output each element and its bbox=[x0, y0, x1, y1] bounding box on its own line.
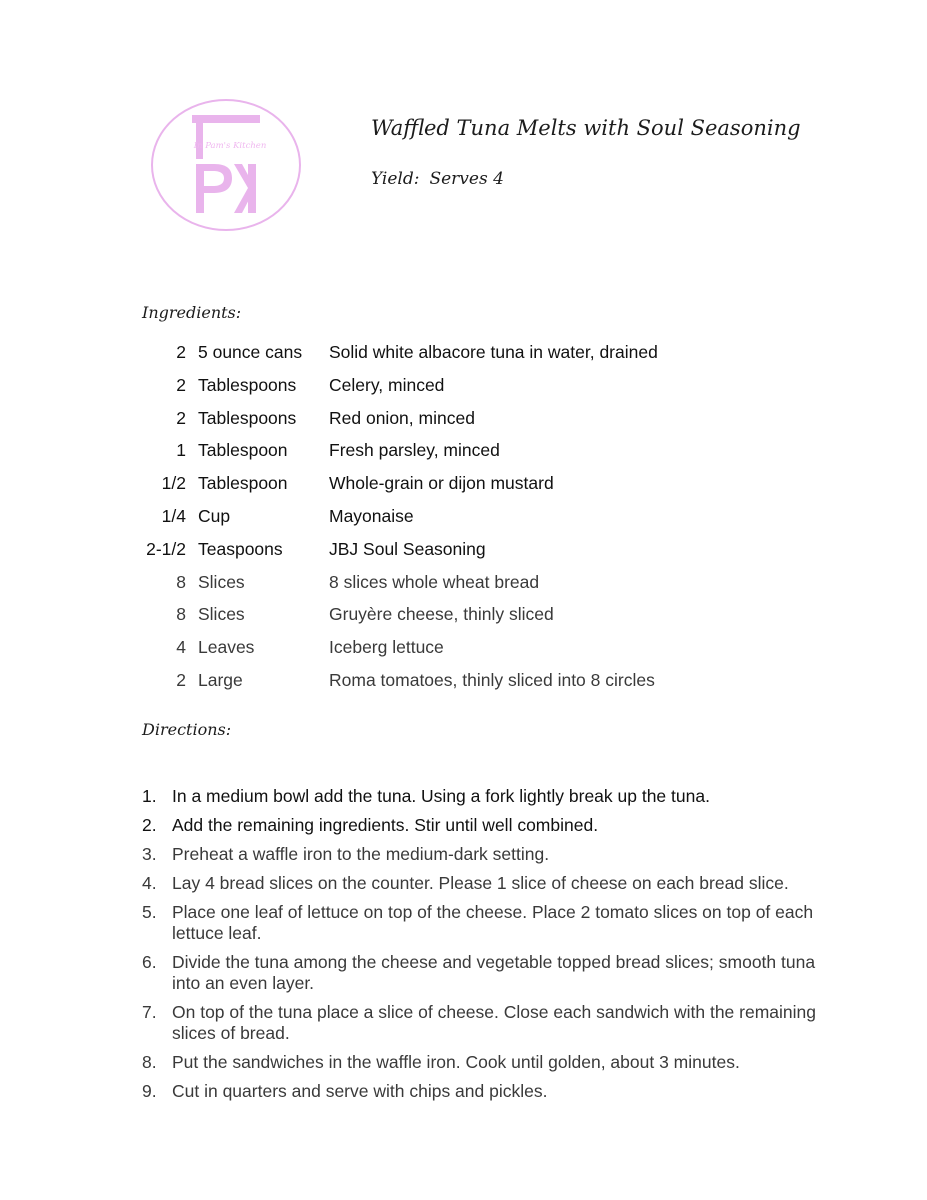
ingredient-quantity: 2 bbox=[176, 407, 186, 428]
ingredient-unit: Slices bbox=[198, 571, 245, 592]
step-text: Divide the tuna among the cheese and vegetable topped bread slices; smooth tuna into an even layer. bbox=[172, 952, 816, 993]
ingredient-row bbox=[0, 631, 927, 664]
step-text: Lay 4 bread slices on the counter. Please 1 slice of cheese on each bread slice. bbox=[172, 873, 789, 893]
ingredient-description: Fresh parsley, minced bbox=[329, 440, 500, 461]
ingredient-description: Solid white albacore tuna in water, drained bbox=[329, 342, 658, 362]
ingredients-heading: Ingredients: bbox=[142, 303, 242, 322]
ingredient-quantity: 8 bbox=[176, 604, 186, 625]
ingredient-quantity: 4 bbox=[176, 637, 186, 658]
step-text: Cut in quarters and serve with chips and pickles. bbox=[172, 1081, 548, 1101]
ingredient-row bbox=[0, 434, 927, 467]
ingredient-quantity: 2 bbox=[176, 374, 186, 395]
brand-logo bbox=[150, 98, 302, 232]
yield-value: Serves 4 bbox=[429, 169, 504, 189]
step-text: Place one leaf of lettuce on top of the cheese. Place 2 tomato slices on top of each lettuce leaf. bbox=[172, 902, 814, 943]
step-text: Preheat a waffle iron to the medium-dark setting. bbox=[172, 844, 550, 864]
ingredient-quantity: 1 bbox=[176, 440, 186, 461]
ingredient-quantity: 2-1/2 bbox=[146, 538, 186, 559]
step-text: Add the remaining ingredients. Stir until well combined. bbox=[172, 815, 599, 835]
ingredient-row bbox=[0, 566, 927, 599]
ingredient-description: Mayonaise bbox=[329, 505, 414, 526]
step-number: 9. bbox=[142, 1081, 157, 1101]
ingredient-row bbox=[0, 664, 927, 697]
ingredient-description: Gruyère cheese, thinly sliced bbox=[329, 604, 554, 625]
ingredient-description: JBJ Soul Seasoning bbox=[329, 538, 486, 559]
step-text: In a medium bowl add the tuna. Using a fork lightly break up the tuna. bbox=[172, 786, 710, 806]
svg-text:In Pam's Kitchen: In Pam's Kitchen bbox=[193, 141, 267, 151]
step-number: 2. bbox=[142, 815, 157, 835]
ingredient-quantity: 1/4 bbox=[161, 505, 186, 526]
ingredient-description: Celery, minced bbox=[329, 374, 445, 395]
step-number: 1. bbox=[142, 786, 157, 806]
step-number: 7. bbox=[142, 1002, 157, 1022]
ingredient-row bbox=[0, 500, 927, 533]
step-number: 5. bbox=[142, 902, 157, 922]
ingredient-description: Roma tomatoes, thinly sliced into 8 circles bbox=[329, 669, 655, 690]
ingredient-unit: Slices bbox=[198, 604, 245, 625]
ingredient-description: Red onion, minced bbox=[329, 407, 475, 428]
ingredient-unit: 5 ounce cans bbox=[198, 342, 303, 362]
ingredient-row bbox=[0, 369, 927, 402]
yield-label: Yield: bbox=[371, 169, 420, 189]
step-number: 3. bbox=[142, 844, 157, 864]
ingredients-list bbox=[0, 336, 927, 697]
directions-heading: Directions: bbox=[142, 720, 232, 739]
ingredient-quantity: 8 bbox=[176, 571, 186, 592]
ingredient-unit: Cup bbox=[198, 505, 231, 526]
step-number: 4. bbox=[142, 873, 157, 893]
direction-step bbox=[0, 952, 927, 994]
ingredient-description: Iceberg lettuce bbox=[329, 637, 444, 658]
direction-step bbox=[0, 1002, 927, 1044]
ingredient-row bbox=[0, 598, 927, 631]
ingredient-unit: Tablespoons bbox=[198, 407, 297, 428]
ingredient-row bbox=[0, 467, 927, 500]
ingredient-unit: Tablespoon bbox=[198, 440, 288, 461]
direction-step bbox=[0, 902, 927, 944]
step-number: 6. bbox=[142, 952, 157, 972]
direction-step bbox=[0, 844, 927, 865]
ingredient-description: Whole-grain or dijon mustard bbox=[329, 473, 554, 494]
ingredient-unit: Teaspoons bbox=[198, 538, 283, 559]
direction-step bbox=[0, 815, 927, 836]
ingredient-description: 8 slices whole wheat bread bbox=[329, 571, 540, 592]
ingredient-unit: Tablespoon bbox=[198, 473, 288, 494]
direction-step bbox=[0, 1052, 927, 1073]
direction-step bbox=[0, 1081, 927, 1102]
step-text: Put the sandwiches in the waffle iron. Cook until golden, about 3 minutes. bbox=[172, 1052, 740, 1072]
ingredient-quantity: 2 bbox=[176, 342, 186, 362]
ingredient-row bbox=[0, 336, 927, 369]
ingredient-unit: Tablespoons bbox=[198, 374, 297, 395]
direction-step bbox=[0, 873, 927, 894]
recipe-yield bbox=[371, 169, 504, 189]
ingredient-quantity: 2 bbox=[176, 669, 186, 690]
step-number: 8. bbox=[142, 1052, 157, 1072]
ingredient-unit: Leaves bbox=[198, 637, 255, 658]
directions-list bbox=[0, 786, 927, 1110]
step-text: On top of the tuna place a slice of cheese. Close each sandwich with the remaining slices of bread. bbox=[172, 1002, 816, 1043]
ingredient-row bbox=[0, 402, 927, 435]
direction-step bbox=[0, 786, 927, 807]
recipe-title: Waffled Tuna Melts with Soul Seasoning bbox=[371, 116, 801, 140]
ingredient-quantity: 1/2 bbox=[161, 473, 186, 494]
ingredient-unit: Large bbox=[198, 669, 243, 690]
ingredient-row bbox=[0, 533, 927, 566]
